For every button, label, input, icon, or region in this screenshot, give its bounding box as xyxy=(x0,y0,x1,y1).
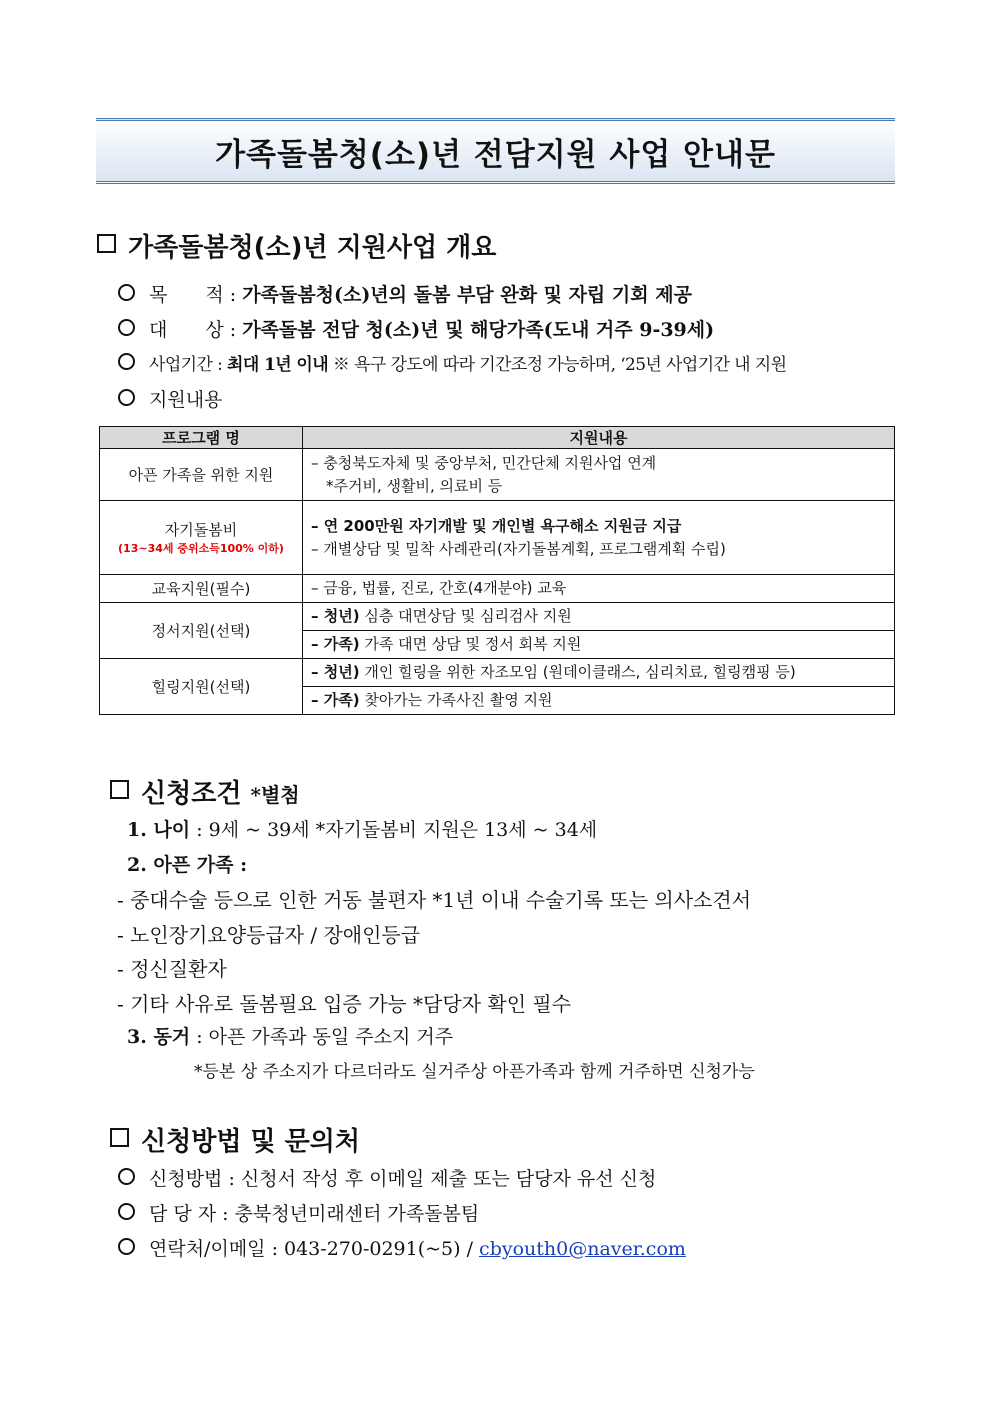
checkbox-square-icon xyxy=(97,234,116,253)
section-conditions-heading: 신청조건 *별첨 xyxy=(110,773,300,810)
table-row xyxy=(100,449,895,501)
program-table xyxy=(99,426,895,715)
circle-bullet-icon xyxy=(118,389,135,406)
program-content: – 금융, 법률, 진로, 간호(4개분야) 교육 xyxy=(303,575,895,603)
overview-item-period: 사업기간 : 최대 1년 이내 ※ 욕구 강도에 따라 기간조정 가능하며, ‘25년 사업기간 내 지원 xyxy=(118,350,786,375)
program-content: – 청년) 심층 대면상담 및 심리검사 지원 xyxy=(303,603,895,631)
page-title: 가족돌봄청(소)년 전담지원 사업 안내문 xyxy=(215,136,776,173)
overview-item-purpose: 목 적 : 가족돌봄청(소)년의 돌봄 부담 완화 및 자립 기회 제공 xyxy=(118,280,692,307)
condition-family-label: 2. 아픈 가족 : xyxy=(127,854,248,876)
program-content: – 가족) 가족 대면 상담 및 정서 회복 지원 xyxy=(303,631,895,659)
circle-bullet-icon xyxy=(118,319,135,336)
list-item: - 정신질환자 xyxy=(117,957,227,981)
table-row xyxy=(100,575,895,603)
table-header-program: 프로그램 명 xyxy=(100,427,303,449)
checkbox-square-icon xyxy=(110,780,129,799)
overview-item-content: 지원내용 xyxy=(118,385,222,412)
list-item: - 기타 사유로 돌봄필요 입증 가능 *담당자 확인 필수 xyxy=(117,992,572,1016)
table-header-content: 지원내용 xyxy=(303,427,895,449)
section-apply-heading: 신청방법 및 문의처 xyxy=(110,1121,360,1158)
income-note: (13~34세 중위소득100% 이하) xyxy=(118,542,284,555)
program-name: 정서지원(선택) xyxy=(100,603,303,659)
program-content: – 연 200만원 자기개발 및 개인별 욕구해소 지원금 지급 – 개별상담 및 밀착 사례관리(자기돌봄계획, 프로그램계획 수립) xyxy=(303,501,895,575)
overview-item-target: 대 상 : 가족돌봄 전담 청(소)년 및 해당가족(도내 거주 9-39세) xyxy=(118,315,714,342)
apply-method: 신청방법 : 신청서 작성 후 이메일 제출 또는 담당자 유선 신청 xyxy=(118,1164,656,1191)
circle-bullet-icon xyxy=(118,284,135,301)
program-content: – 청년) 개인 힐링을 위한 자조모임 (원데이클래스, 심리치료, 힐링캠핑 등) xyxy=(303,659,895,687)
circle-bullet-icon xyxy=(118,353,135,370)
program-name: 아픈 가족을 위한 지원 xyxy=(100,449,303,501)
cohabitation-note: *등본 상 주소지가 다르더라도 실거주상 아픈가족과 함께 거주하면 신청가능 xyxy=(194,1062,755,1082)
table-row xyxy=(100,501,895,575)
apply-contact-person: 담 당 자 : 충북청년미래센터 가족돌봄팀 xyxy=(118,1199,479,1226)
apply-phone-email: 연락처/이메일 : 043-270-0291(~5) / cbyouth0@naver.com xyxy=(118,1234,686,1261)
table-row xyxy=(100,659,895,687)
section-overview-heading: 가족돌봄청(소)년 지원사업 개요 xyxy=(97,227,496,264)
list-item: - 중대수술 등으로 인한 거동 불편자 *1년 이내 수술기록 또는 의사소견서 xyxy=(117,888,752,912)
program-name: 자기돌봄비 (13~34세 중위소득100% 이하) xyxy=(100,501,303,575)
circle-bullet-icon xyxy=(118,1238,135,1255)
program-content: – 가족) 찾아가는 가족사진 촬영 지원 xyxy=(303,687,895,715)
table-row xyxy=(100,603,895,631)
table-header-row xyxy=(100,427,895,449)
checkbox-square-icon xyxy=(110,1128,129,1147)
program-name: 힐링지원(선택) xyxy=(100,659,303,715)
program-name: 교육지원(필수) xyxy=(100,575,303,603)
email-link[interactable]: cbyouth0@naver.com xyxy=(479,1238,686,1260)
condition-age: 1. 나이 : 9세 ~ 39세 *자기돌봄비 지원은 13세 ~ 34세 xyxy=(127,819,598,841)
program-content: – 충청북도자체 및 중앙부처, 민간단체 지원사업 연계 *주거비, 생활비, 의료비 등 xyxy=(303,449,895,501)
list-item: - 노인장기요양등급자 / 장애인등급 xyxy=(117,923,421,947)
circle-bullet-icon xyxy=(118,1168,135,1185)
title-banner xyxy=(96,118,895,184)
condition-cohabitation: 3. 동거 : 아픈 가족과 동일 주소지 거주 xyxy=(127,1026,454,1048)
circle-bullet-icon xyxy=(118,1203,135,1220)
